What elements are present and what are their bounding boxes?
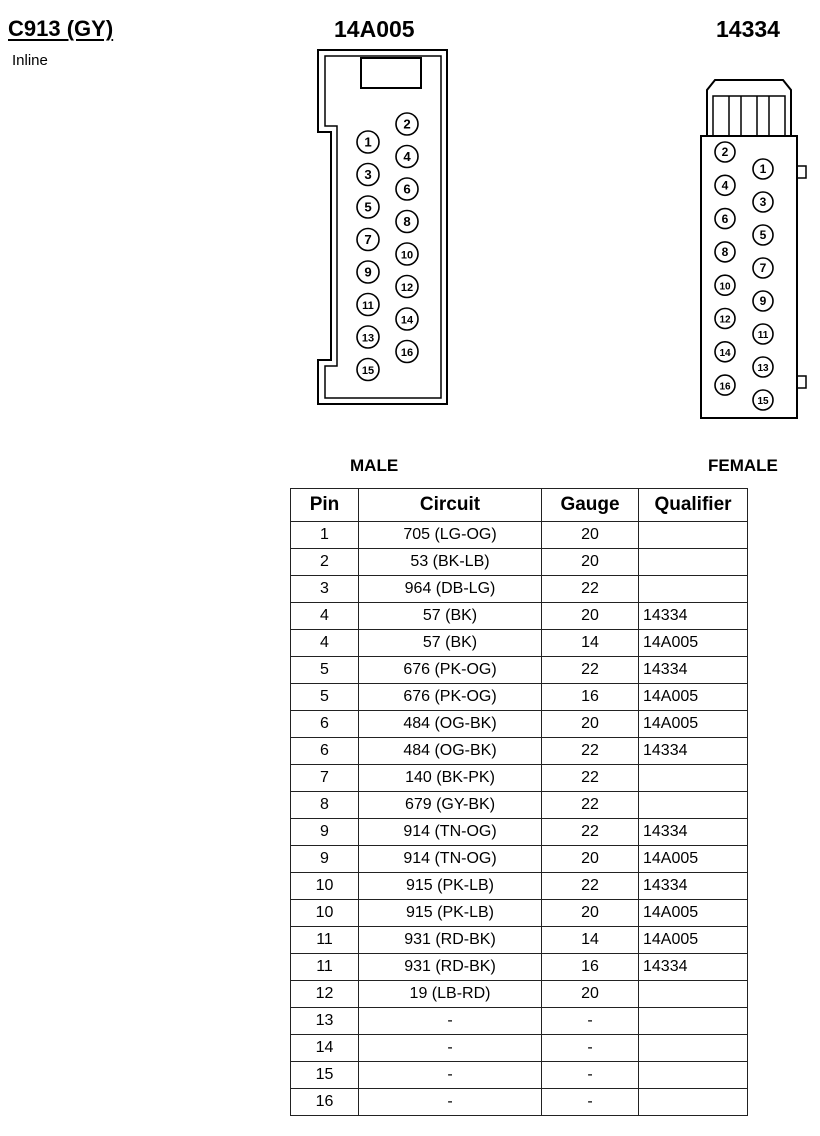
- table-row: [291, 738, 748, 765]
- male-even-pin-label: 6: [403, 181, 411, 197]
- table-row: [291, 603, 748, 630]
- cell-circuit: 931 (RD-BK): [359, 927, 542, 954]
- male-even-pin-label: 12: [400, 282, 414, 295]
- cell-pin: 11: [291, 927, 359, 954]
- female-odd-pin-label: 3: [759, 195, 767, 210]
- cell-circuit: 484 (OG-BK): [359, 711, 542, 738]
- table-row: [291, 630, 748, 657]
- male-even-pin-label: 2: [403, 116, 411, 132]
- male-even-pin-label: 4: [403, 149, 411, 165]
- female-even-pin-label: 12: [719, 314, 731, 326]
- female-odd-pin-label: 9: [759, 294, 767, 309]
- pinout-table: [290, 488, 748, 1116]
- cell-qualifier: [639, 576, 748, 603]
- cell-gauge: 16: [542, 684, 639, 711]
- male-even-pin-label: 16: [400, 347, 414, 360]
- female-odd-pin-label: 11: [757, 330, 769, 342]
- cell-qualifier: 14334: [639, 873, 748, 900]
- table-row: [291, 954, 748, 981]
- table-row: [291, 549, 748, 576]
- cell-qualifier: 14334: [639, 657, 748, 684]
- male-even-pin-label: 10: [400, 249, 414, 262]
- cell-qualifier: 14A005: [639, 684, 748, 711]
- cell-pin: 15: [291, 1062, 359, 1089]
- cell-gauge: 16: [542, 954, 639, 981]
- male-label: MALE: [350, 456, 399, 475]
- table-row: [291, 684, 748, 711]
- table-row: [291, 1062, 748, 1089]
- cell-gauge: 20: [542, 522, 639, 549]
- table-row: [291, 873, 748, 900]
- cell-circuit: 676 (PK-OG): [359, 684, 542, 711]
- female-even-pin-label: 6: [721, 211, 729, 226]
- male-part-number: 14A005: [334, 16, 415, 42]
- cell-qualifier: [639, 765, 748, 792]
- cell-pin: 4: [291, 630, 359, 657]
- cell-pin: 2: [291, 549, 359, 576]
- table-row: [291, 819, 748, 846]
- cell-circuit: -: [359, 1089, 542, 1116]
- male-odd-pin-label: 13: [361, 332, 375, 345]
- cell-gauge: 22: [542, 657, 639, 684]
- cell-qualifier: [639, 1062, 748, 1089]
- cell-pin: 12: [291, 981, 359, 1008]
- male-pin-group: [357, 113, 418, 381]
- cell-pin: 8: [291, 792, 359, 819]
- cell-pin: 1: [291, 522, 359, 549]
- female-connector-diagram: [695, 74, 810, 422]
- female-odd-pin-label: 13: [757, 363, 769, 375]
- column-header-pin: Pin: [291, 489, 359, 522]
- cell-qualifier: [639, 981, 748, 1008]
- cell-qualifier: [639, 1089, 748, 1116]
- female-even-pin-label: 8: [721, 245, 729, 260]
- table-header-row: [291, 489, 748, 522]
- table-row: [291, 765, 748, 792]
- cell-pin: 10: [291, 873, 359, 900]
- female-part-number: 14334: [716, 16, 780, 42]
- cell-circuit: 914 (TN-OG): [359, 819, 542, 846]
- male-even-pin-label: 14: [400, 314, 414, 327]
- male-odd-pin-label: 7: [364, 232, 372, 248]
- table-row: [291, 900, 748, 927]
- cell-pin: 3: [291, 576, 359, 603]
- male-odd-pin-label: 9: [364, 264, 372, 280]
- cell-circuit: -: [359, 1062, 542, 1089]
- male-odd-pin-label: 3: [364, 167, 372, 183]
- female-odd-pin-label: 5: [759, 228, 767, 243]
- table-row: [291, 1008, 748, 1035]
- table-row: [291, 711, 748, 738]
- cell-qualifier: [639, 549, 748, 576]
- column-header-gauge: Gauge: [542, 489, 639, 522]
- cell-qualifier: 14334: [639, 738, 748, 765]
- cell-pin: 9: [291, 819, 359, 846]
- cell-qualifier: 14334: [639, 603, 748, 630]
- table-row: [291, 1089, 748, 1116]
- male-even-pin-label: 8: [403, 214, 411, 230]
- table-row: [291, 927, 748, 954]
- male-connector-diagram: [305, 44, 455, 410]
- male-odd-pin-label: 1: [364, 134, 372, 150]
- cell-gauge: 22: [542, 576, 639, 603]
- cell-pin: 5: [291, 684, 359, 711]
- table-row: [291, 846, 748, 873]
- cell-gauge: 22: [542, 819, 639, 846]
- cell-gauge: 20: [542, 900, 639, 927]
- male-odd-pin-label: 15: [361, 365, 375, 378]
- cell-gauge: -: [542, 1062, 639, 1089]
- cell-qualifier: 14A005: [639, 711, 748, 738]
- cell-pin: 6: [291, 711, 359, 738]
- cell-circuit: 679 (GY-BK): [359, 792, 542, 819]
- cell-qualifier: [639, 522, 748, 549]
- table-row: [291, 792, 748, 819]
- cell-circuit: 964 (DB-LG): [359, 576, 542, 603]
- cell-gauge: 20: [542, 549, 639, 576]
- cell-gauge: 22: [542, 792, 639, 819]
- cell-qualifier: 14A005: [639, 927, 748, 954]
- cell-qualifier: [639, 792, 748, 819]
- cell-gauge: -: [542, 1089, 639, 1116]
- cell-qualifier: 14A005: [639, 900, 748, 927]
- cell-circuit: 140 (BK-PK): [359, 765, 542, 792]
- female-label: FEMALE: [708, 456, 778, 475]
- cell-pin: 11: [291, 954, 359, 981]
- cell-gauge: -: [542, 1008, 639, 1035]
- cell-gauge: 20: [542, 711, 639, 738]
- cell-circuit: 484 (OG-BK): [359, 738, 542, 765]
- female-odd-pin-label: 15: [757, 396, 769, 408]
- cell-qualifier: 14334: [639, 819, 748, 846]
- cell-gauge: 14: [542, 927, 639, 954]
- female-even-pin-label: 2: [721, 145, 729, 160]
- column-header-qualifier: Qualifier: [639, 489, 748, 522]
- cell-qualifier: 14334: [639, 954, 748, 981]
- male-odd-pin-label: 5: [364, 199, 372, 215]
- table-row: [291, 657, 748, 684]
- female-pin-group: [715, 142, 773, 410]
- cell-gauge: -: [542, 1035, 639, 1062]
- cell-circuit: 914 (TN-OG): [359, 846, 542, 873]
- cell-circuit: -: [359, 1008, 542, 1035]
- female-odd-pin-label: 1: [759, 162, 767, 177]
- cell-pin: 6: [291, 738, 359, 765]
- female-even-pin-label: 4: [721, 178, 729, 193]
- cell-gauge: 22: [542, 738, 639, 765]
- cell-qualifier: [639, 1035, 748, 1062]
- cell-circuit: -: [359, 1035, 542, 1062]
- cell-circuit: 705 (LG-OG): [359, 522, 542, 549]
- connector-id-title: C913 (GY): [8, 16, 114, 41]
- table-row: [291, 981, 748, 1008]
- cell-pin: 9: [291, 846, 359, 873]
- cell-qualifier: [639, 1008, 748, 1035]
- cell-pin: 4: [291, 603, 359, 630]
- cell-pin: 10: [291, 900, 359, 927]
- cell-gauge: 20: [542, 603, 639, 630]
- female-even-pin-label: 14: [719, 348, 731, 359]
- cell-pin: 13: [291, 1008, 359, 1035]
- cell-gauge: 20: [542, 846, 639, 873]
- male-odd-pin-label: 11: [362, 300, 374, 313]
- cell-circuit: 57 (BK): [359, 603, 542, 630]
- cell-circuit: 676 (PK-OG): [359, 657, 542, 684]
- column-header-circuit: Circuit: [359, 489, 542, 522]
- cell-circuit: 53 (BK-LB): [359, 549, 542, 576]
- connector-type-label: Inline: [12, 52, 48, 69]
- pinout-table-body: [291, 522, 748, 1116]
- table-row: [291, 1035, 748, 1062]
- cell-circuit: 931 (RD-BK): [359, 954, 542, 981]
- cell-circuit: 19 (LB-RD): [359, 981, 542, 1008]
- cell-circuit: 57 (BK): [359, 630, 542, 657]
- cell-gauge: 22: [542, 873, 639, 900]
- table-row: [291, 576, 748, 603]
- cell-circuit: 915 (PK-LB): [359, 900, 542, 927]
- cell-pin: 14: [291, 1035, 359, 1062]
- cell-gauge: 20: [542, 981, 639, 1008]
- cell-pin: 5: [291, 657, 359, 684]
- cell-gauge: 14: [542, 630, 639, 657]
- female-odd-pin-label: 7: [759, 261, 767, 276]
- table-row: [291, 522, 748, 549]
- cell-qualifier: 14A005: [639, 630, 748, 657]
- cell-qualifier: 14A005: [639, 846, 748, 873]
- female-even-pin-label: 16: [719, 381, 731, 393]
- cell-pin: 16: [291, 1089, 359, 1116]
- cell-circuit: 915 (PK-LB): [359, 873, 542, 900]
- female-even-pin-label: 10: [719, 281, 731, 293]
- cell-pin: 7: [291, 765, 359, 792]
- cell-gauge: 22: [542, 765, 639, 792]
